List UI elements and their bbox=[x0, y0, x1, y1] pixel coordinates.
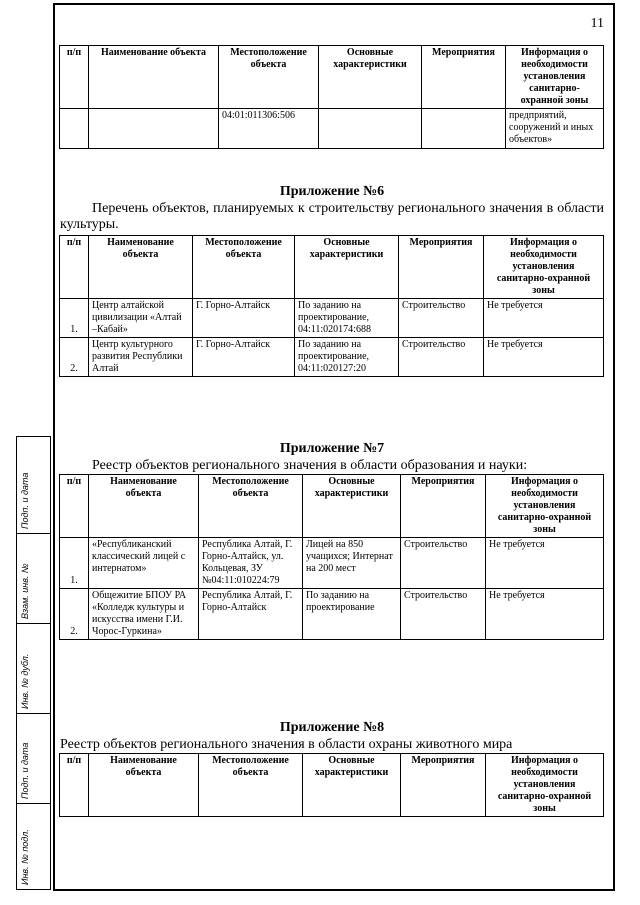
cell-chars: Лицей на 850 учащихся; Интернат на 200 мест bbox=[303, 538, 401, 589]
table-appendix6 bbox=[59, 235, 604, 377]
table-header-row bbox=[60, 236, 604, 299]
cell-chars bbox=[319, 109, 422, 149]
col-chars-header: Основные характеристики bbox=[303, 475, 401, 538]
col-info-header: Информация о необходимости установления санитарно-охранной зоны bbox=[486, 754, 604, 817]
col-chars-header: Основные характеристики bbox=[303, 754, 401, 817]
col-name-header: Наименование объекта bbox=[89, 236, 193, 299]
cell-name: Общежитие БПОУ РА «Колледж культуры и искусства имени Г.И. Чорос-Гуркина» bbox=[89, 589, 199, 640]
cell-measures: Строительство bbox=[399, 338, 484, 377]
cell-info: Не требуется bbox=[484, 338, 604, 377]
col-location-header: Местоположение объекта bbox=[193, 236, 295, 299]
appendix8-title: Приложение №8 bbox=[279, 720, 385, 735]
side-stamp-cell bbox=[17, 713, 50, 804]
table-row bbox=[60, 299, 604, 338]
side-stamp-label: Подп. и дата bbox=[20, 472, 30, 529]
side-stamp-cell bbox=[17, 533, 50, 624]
cell-num: 1. bbox=[60, 538, 89, 589]
cell-location: Г. Горно-Алтайск bbox=[193, 299, 295, 338]
cell-name: «Республиканский классический лицей с интернатом» bbox=[89, 538, 199, 589]
col-location-header: Местоположение объекта bbox=[199, 754, 303, 817]
col-chars-header: Основные характеристики bbox=[319, 46, 422, 109]
appendix6-title: Приложение №6 bbox=[279, 184, 385, 199]
side-stamp-cell bbox=[17, 437, 50, 534]
cell-chars: По заданию на проектирование, 04:11:020127:20 bbox=[295, 338, 399, 377]
table-header-row bbox=[60, 475, 604, 538]
appendix8-subtitle: Реестр объектов регионального значения в области охраны животного мира bbox=[60, 737, 513, 752]
cell-chars: По заданию на проектирование, 04:11:020174:688 bbox=[295, 299, 399, 338]
cell-chars: По заданию на проектирование bbox=[303, 589, 401, 640]
col-chars-header: Основные характеристики bbox=[295, 236, 399, 299]
cell-num: 2. bbox=[60, 338, 89, 377]
table-appendix8 bbox=[59, 753, 604, 817]
col-info-header: Информация о необходимости установления санитарно-охранной зоны bbox=[484, 236, 604, 299]
cell-info: Не требуется bbox=[486, 589, 604, 640]
col-name-header: Наименование объекта bbox=[89, 475, 199, 538]
col-measures-header: Мероприятия bbox=[399, 236, 484, 299]
cell-info: Не требуется bbox=[484, 299, 604, 338]
cell-name: Центр алтайской цивилизации «Алтай –Кабай» bbox=[89, 299, 193, 338]
table-appendix7 bbox=[59, 474, 604, 640]
table-continuation bbox=[59, 45, 604, 149]
cell-location: Республика Алтай, Г. Горно-Алтайск bbox=[199, 589, 303, 640]
cell-name bbox=[89, 109, 219, 149]
appendix7-subtitle: Реестр объектов регионального значения в области образования и науки: bbox=[92, 458, 528, 473]
table-row bbox=[60, 338, 604, 377]
cell-measures: Строительство bbox=[401, 538, 486, 589]
col-info-header: Информация о необходимости установления санитарно-охранной зоны bbox=[486, 475, 604, 538]
col-name-header: Наименование объекта bbox=[89, 754, 199, 817]
col-measures-header: Мероприятия bbox=[401, 754, 486, 817]
cell-info: Не требуется bbox=[486, 538, 604, 589]
table-row bbox=[60, 589, 604, 640]
table-header-row bbox=[60, 46, 604, 109]
cell-location: Республика Алтай, Г. Горно-Алтайск, ул. Кольцевая, ЗУ №04:11:010224:79 bbox=[199, 538, 303, 589]
col-location-header: Местоположение объекта bbox=[199, 475, 303, 538]
col-num-header: п/п bbox=[60, 46, 89, 109]
side-stamp-label: Подп. и дата bbox=[20, 742, 30, 799]
cell-num bbox=[60, 109, 89, 149]
side-stamp-label: Взам. инв. № bbox=[20, 563, 30, 619]
cell-num: 2. bbox=[60, 589, 89, 640]
cell-measures: Строительство bbox=[401, 589, 486, 640]
cell-name: Центр культурного развития Республики Алтай bbox=[89, 338, 193, 377]
col-measures-header: Мероприятия bbox=[401, 475, 486, 538]
cell-measures: Строительство bbox=[399, 299, 484, 338]
side-stamp bbox=[16, 436, 51, 890]
cell-location: 04:01:011306:506 bbox=[219, 109, 319, 149]
col-location-header: Местоположение объекта bbox=[219, 46, 319, 109]
appendix7-title: Приложение №7 bbox=[279, 441, 385, 456]
col-measures-header: Мероприятия bbox=[422, 46, 506, 109]
side-stamp-label: Инв. № подл. bbox=[20, 829, 30, 885]
col-num-header: п/п bbox=[60, 475, 89, 538]
col-num-header: п/п bbox=[60, 236, 89, 299]
cell-num: 1. bbox=[60, 299, 89, 338]
table-row bbox=[60, 109, 604, 149]
side-stamp-cell bbox=[17, 803, 50, 889]
table-header-row bbox=[60, 754, 604, 817]
side-stamp-cell bbox=[17, 623, 50, 714]
side-stamp-label: Инв. № дубл. bbox=[20, 653, 30, 709]
cell-info: предприятий, сооружений и иных объектов» bbox=[506, 109, 604, 149]
col-info-header: Информация о необходимости установления санитарно-охранной зоны bbox=[506, 46, 604, 109]
cell-location: Г. Горно-Алтайск bbox=[193, 338, 295, 377]
col-name-header: Наименование объекта bbox=[89, 46, 219, 109]
page-number: 11 bbox=[590, 16, 604, 31]
col-num-header: п/п bbox=[60, 754, 89, 817]
table-row bbox=[60, 538, 604, 589]
cell-measures bbox=[422, 109, 506, 149]
appendix6-subtitle: Перечень объектов, планируемых к строительству регионального значения в области культуры. bbox=[60, 201, 604, 233]
